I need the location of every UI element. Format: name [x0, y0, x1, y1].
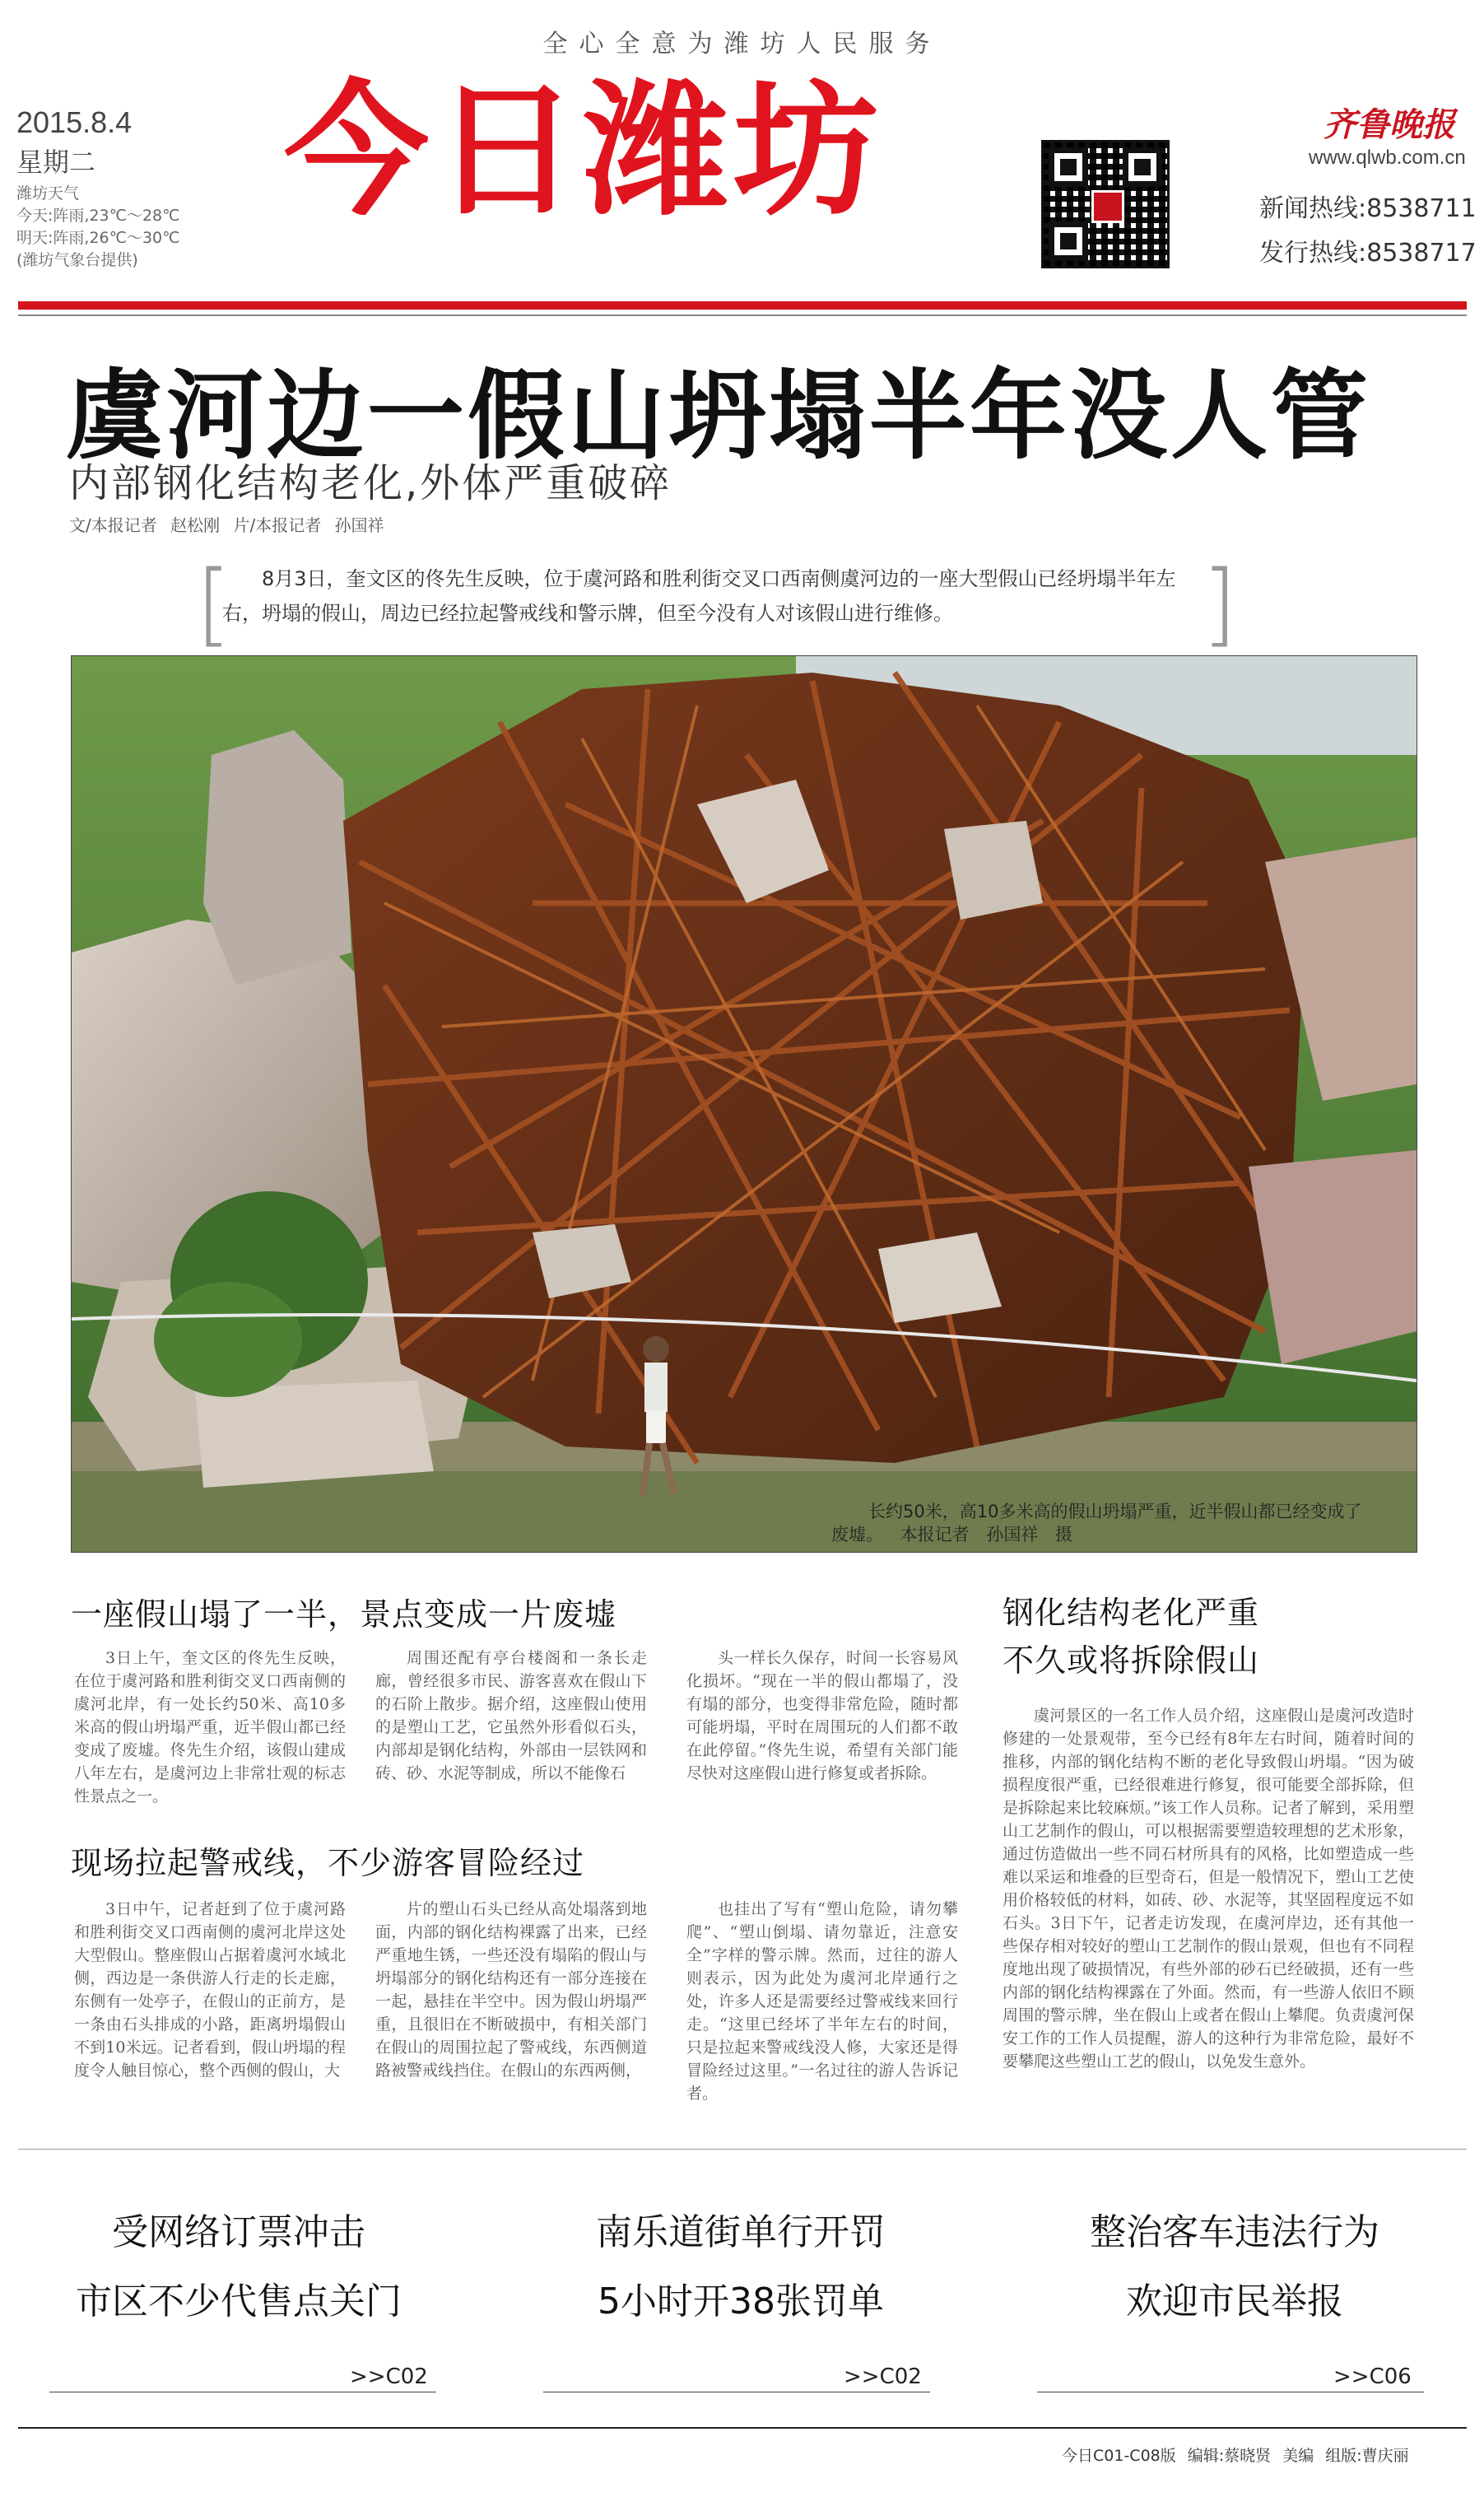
section1-column2: 周围还配有亭台楼阁和一条长走廊，曾经很多市民、游客喜欢在假山下的石阶上散步。据介绍，这座假山使用的是塑山工艺，它虽然外形看似石头，内部却是钢化结构，外部由一层铁网和砖、砂、水泥等制成，所以不能像石: [375, 1649, 647, 1782]
section3-title-line2: 不久或将拆除假山: [1003, 1642, 1260, 1679]
slogan: 全心全意为潍坊人民服务: [542, 30, 942, 58]
brand-url: www.qlwb.com.cn: [1309, 147, 1466, 169]
teaser-divider: [18, 2149, 1467, 2150]
article-byline: 文/本报记者 赵松刚 片/本报记者 孙国祥: [69, 515, 384, 535]
teaser-jump-link[interactable]: >>C06: [1333, 2364, 1412, 2389]
footer-rule: [18, 2427, 1467, 2429]
teaser-title-line2: 市区不少代售点关门: [76, 2280, 402, 2322]
qr-code-icon: [1041, 140, 1170, 268]
section2-column3: 也挂出了写有“塑山危险，请勿攀爬”、“塑山倒塌、请勿靠近，注意安全”字样的警示牌。然而，过往的游人则表示，因为此处为虞河北岸通行之处，许多人还是需要经过警戒线来回行走。“这里已经坏了半年左右的时间，只是拉起来警戒线没人修，大家还是得冒险经过这里。”一名过往的游人告诉记者。: [686, 1900, 958, 2103]
teaser-jump-link[interactable]: >>C02: [350, 2364, 428, 2389]
masthead-title: 今日潍坊: [284, 65, 884, 235]
teaser-title-line1: 南乐道街单行开罚: [596, 2211, 886, 2253]
teaser-one-way-street[interactable]: [527, 2198, 955, 2336]
section2-column1: 3日中午，记者赶到了位于虞河路和胜利街交叉口西南侧的虞河北岸这处大型假山。整座假山占据着虞河水域北侧，西边是一条供游人行走的长走廊，东侧有一处亭子，在假山的正前方，是一条由石头排成的小路，距离坍塌假山不到10米远。记者看到，假山坍塌的程度令人触目惊心，整个西侧的假山，大: [74, 1900, 346, 2080]
teaser-title-line2: 欢迎市民举报: [1126, 2280, 1343, 2322]
distribution-hotline: 发行热线:8538717: [1259, 239, 1477, 268]
teaser-title-line1: 受网络订票冲击: [112, 2211, 365, 2253]
masthead-thin-rule: [18, 314, 1467, 316]
weather-today: 今天:阵雨,23℃～28℃: [16, 207, 180, 225]
section2-column2: 片的塑山石头已经从高处塌落到地面，内部的钢化结构裸露了出来，已经严重地生锈，一些还没有塌陷的假山与坍塌部分的钢化结构还有一部分连接在一起，悬挂在半空中。因为假山坍塌严重，且很旧在不断破损中，有相关部门在假山的周围拉起了警戒线，东西侧道路被警戒线挡住。在假山的东西两侧，: [375, 1900, 647, 2080]
teaser-title-line1: 整治客车违法行为: [1090, 2211, 1379, 2253]
section3-title-line1: 钢化结构老化严重: [1003, 1595, 1260, 1631]
issue-weekday: 星期二: [16, 147, 96, 178]
article-subhead: 内部钢化结构老化,外体严重破碎: [69, 460, 672, 506]
lede-close-bracket: ]: [1202, 551, 1237, 656]
lede-open-bracket: [: [196, 551, 231, 656]
weather-tomorrow: 明天:阵雨,26℃～30℃: [16, 229, 180, 247]
masthead-red-rule: [18, 301, 1467, 310]
photo-caption-line1: 长约50米，高10多米高的假山坍塌严重，近半假山都已经变成了: [868, 1502, 1362, 1521]
qr-eye-icon: [1049, 221, 1088, 261]
section1-column3: 头一样长久保存，时间一长容易风化损坏。“现在一半的假山都塌了，没有塌的部分，也变得非常危险，随时都可能坍塌，平时在周围玩的人们都不敢在此停留。”佟先生说，希望有关部门能尽快对这座假山进行修复或者拆除。: [686, 1649, 958, 1782]
brand-logo: 齐鲁晚报: [1324, 105, 1455, 144]
issue-date: 2015.8.4: [16, 105, 133, 139]
teaser-title-line2: 5小时开38张罚单: [598, 2280, 884, 2322]
section1-title: 一座假山塌了一半，景点变成一片废墟: [71, 1596, 617, 1633]
article-lede: 8月3日，奎文区的佟先生反映，位于虞河路和胜利街交叉口西南侧虞河边的一座大型假山已经坍塌半年左右，坍塌的假山，周边已经拉起警戒线和警示牌，但至今没有人对该假山进行维修。: [222, 567, 1176, 625]
article-photo: [71, 655, 1417, 1553]
weather-source: (潍坊气象台提供): [16, 251, 138, 269]
teaser-jump-link[interactable]: >>C02: [844, 2364, 922, 2389]
qr-logo-icon: [1091, 190, 1124, 223]
section3-title: [1003, 1589, 1259, 1684]
teaser-bus-violations[interactable]: [1021, 2198, 1449, 2336]
page-footer: 今日C01-C08版 编辑:蔡晓贤 美编 组版:曹庆丽: [1062, 2447, 1409, 2465]
qr-eye-icon: [1123, 147, 1162, 187]
teaser-ticketing[interactable]: [25, 2198, 453, 2336]
news-hotline: 新闻热线:8538711: [1259, 194, 1477, 223]
rockery-collapse-illustration: [72, 656, 1417, 1552]
section2-title: 现场拉起警戒线，不少游客冒险经过: [71, 1845, 585, 1881]
photo-caption-line2: 废墟。 本报记者 孙国祥 摄: [831, 1525, 1073, 1544]
article-headline: 虞河边一假山坍塌半年没人管: [66, 359, 1372, 473]
weather-box: [16, 183, 179, 272]
qr-eye-icon: [1049, 147, 1088, 187]
section1-column1: 3日上午，奎文区的佟先生反映，在位于虞河路和胜利街交叉口西南侧的虞河北岸，有一处长约50米、高10多米高的假山坍塌严重，近半假山都已经变成了废墟。佟先生介绍，该假山建成八年左右，是虞河边上非常壮观的标志性景点之一。: [74, 1649, 346, 1805]
section3-body: 虞河景区的一名工作人员介绍，这座假山是虞河改造时修建的一处景观带，至今已经有8年左右时间，随着时间的推移，内部的钢化结构不断的老化导致假山坍塌。“因为破损程度很严重，已经很难进行修复，很可能要全部拆除，但是拆除起来比较麻烦。”该工作人员称。记者了解到，采用塑山工艺制作的假山，可以根据需要塑造较理想的艺术形象，通过仿造做出一些不同石材所具有的风格，比如塑造成一些难以采运和堆叠的巨型奇石，但是一般情况下，塑山工艺使用价格较低的材料，如砖、砂、水泥等，其坚固程度远不如石头。3日下午，记者走访发现，在虞河岸边，还有其他一些保存相对较好的塑山工艺制作的假山景观，但也有不同程度地出现了破损情况，有些外部的砂石已经破损，还有一些内部的钢化结构裸露在了外面。然而，有一些游人依旧不顾周围的警示牌，坐在假山上或者在假山上攀爬。负责虞河保安工作的工作人员提醒，游人的这种行为非常危险，最好不要攀爬这些塑山工艺的假山，以免发生意外。: [1003, 1707, 1414, 2071]
weather-label: 潍坊天气: [16, 184, 80, 203]
